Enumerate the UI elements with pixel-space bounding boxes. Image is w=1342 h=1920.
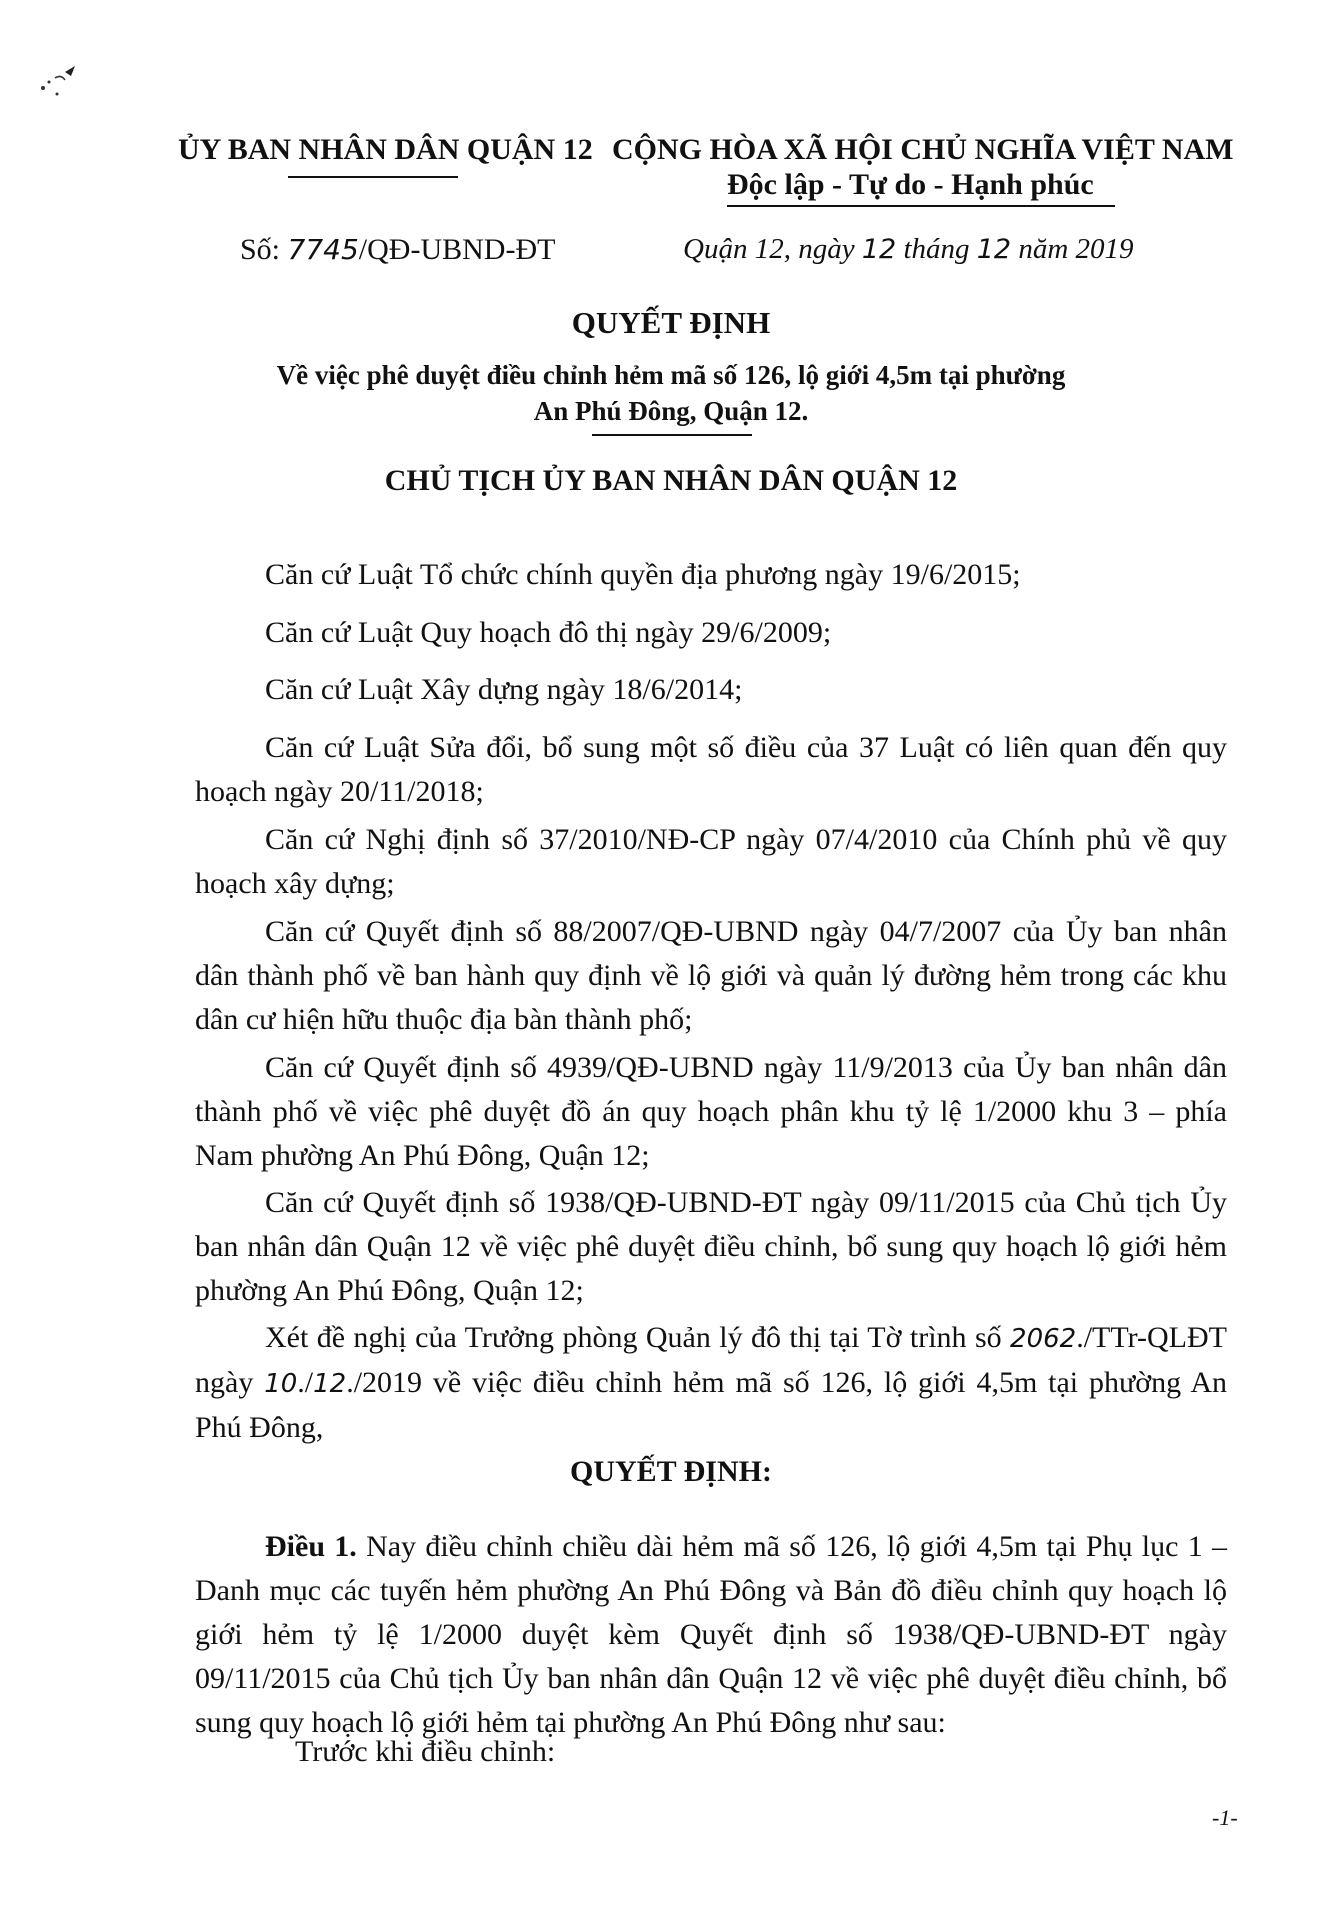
handwritten-number: 7745: [287, 233, 359, 266]
handwritten-report-day: 10: [264, 1369, 298, 1399]
decision-heading: QUYẾT ĐỊNH:: [570, 1455, 772, 1488]
basis-item: Căn cứ Luật Tổ chức chính quyền địa phương ngày 19/6/2015;: [265, 558, 1021, 591]
scan-marks: [35, 60, 105, 110]
handwritten-report-number: 2062: [1010, 1324, 1077, 1354]
subject-line-2: An Phú Đông, Quận 12.: [533, 396, 809, 426]
basis-item: Căn cứ Quyết định số 88/2007/QĐ-UBND ngày 04/7/2007 của Ủy ban nhân dân thành phố về ban hành quy định về lộ giới và quản lý đường hẻm trong các khu dân cư hiện hữu thuộc địa bàn thành phố;: [195, 915, 1227, 1036]
subject-line-1: Về việc phê duyệt điều chỉnh hẻm mã số 126, lộ giới 4,5m tại phường: [276, 360, 1066, 390]
document-title: QUYẾT ĐỊNH: [571, 305, 771, 340]
basis-item: Căn cứ Luật Xây dựng ngày 18/6/2014;: [265, 673, 743, 706]
document-date: Quận 12, ngày 12 tháng 12 năm 2019: [683, 233, 1134, 265]
article-1: Điều 1. Nay điều chỉnh chiều dài hẻm mã số 126, lộ giới 4,5m tại Phụ lục 1 – Danh mục các tuyến hẻm phường An Phú Đông và Bản đồ điều chỉnh quy hoạch lộ giới hẻm tỷ lệ 1/2000 duyệt kèm Quyết định số 1938/QĐ-UBND-ĐT ngày 09/11/2015 của Chủ tịch Ủy ban nhân dân Quận 12 về việc phê duyệt điều chỉnh, bổ sung quy hoạch lộ giới hẻm tại phường An Phú Đông như sau:: [195, 1530, 1228, 1739]
handwritten-report-month: 12: [313, 1369, 347, 1399]
page-number: -1-: [1212, 1805, 1238, 1830]
republic-name: CỘNG HÒA XÃ HỘI CHỦ NGHĨA VIỆT NAM: [612, 133, 1234, 166]
basis-item: Căn cứ Quyết định số 4939/QĐ-UBND ngày 11/9/2013 của Ủy ban nhân dân thành phố về việc phê duyệt đồ án quy hoạch phân khu tỷ lệ 1/2000 khu 3 – phía Nam phường An Phú Đông, Quận 12;: [195, 1051, 1227, 1172]
document-number: Số: 7745/QĐ-UBND-ĐT: [240, 233, 556, 266]
subject-underline: [592, 434, 752, 436]
handwritten-month: 12: [976, 234, 1012, 265]
agency-underline: [288, 176, 458, 178]
basis-item: Căn cứ Nghị định số 37/2010/NĐ-CP ngày 07/4/2010 của Chính phủ về quy hoạch xây dựng;: [195, 823, 1227, 900]
basis-item: Căn cứ Luật Quy hoạch đô thị ngày 29/6/2009;: [265, 616, 832, 649]
article-1-label: Điều 1.: [265, 1530, 357, 1563]
motto: Độc lập - Tự do - Hạnh phúc: [727, 168, 1094, 201]
agency-name: ỦY BAN NHÂN DÂN QUẬN 12: [178, 133, 593, 166]
handwritten-day: 12: [861, 234, 897, 265]
before-adjustment-label: Trước khi điều chỉnh:: [295, 1735, 556, 1768]
basis-item: Căn cứ Quyết định số 1938/QĐ-UBND-ĐT ngày 09/11/2015 của Chủ tịch Ủy ban nhân dân Quận 12 về việc phê duyệt điều chỉnh, bổ sung quy hoạch lộ giới hẻm phường An Phú Đông, Quận 12;: [195, 1186, 1227, 1307]
proposal-paragraph: Xét đề nghị của Trưởng phòng Quản lý đô thị tại Tờ trình số 2062./TTr-QLĐT ngày 10./12./2019 về việc điều chỉnh hẻm mã số 126, lộ giới 4,5m tại phường An Phú Đông,: [195, 1321, 1227, 1444]
basis-item: Căn cứ Luật Sửa đổi, bổ sung một số điều của 37 Luật có liên quan đến quy hoạch ngày 20/11/2018;: [195, 731, 1227, 808]
authority-heading: CHỦ TỊCH ỦY BAN NHÂN DÂN QUẬN 12: [384, 464, 958, 497]
motto-underline: [727, 205, 1115, 207]
